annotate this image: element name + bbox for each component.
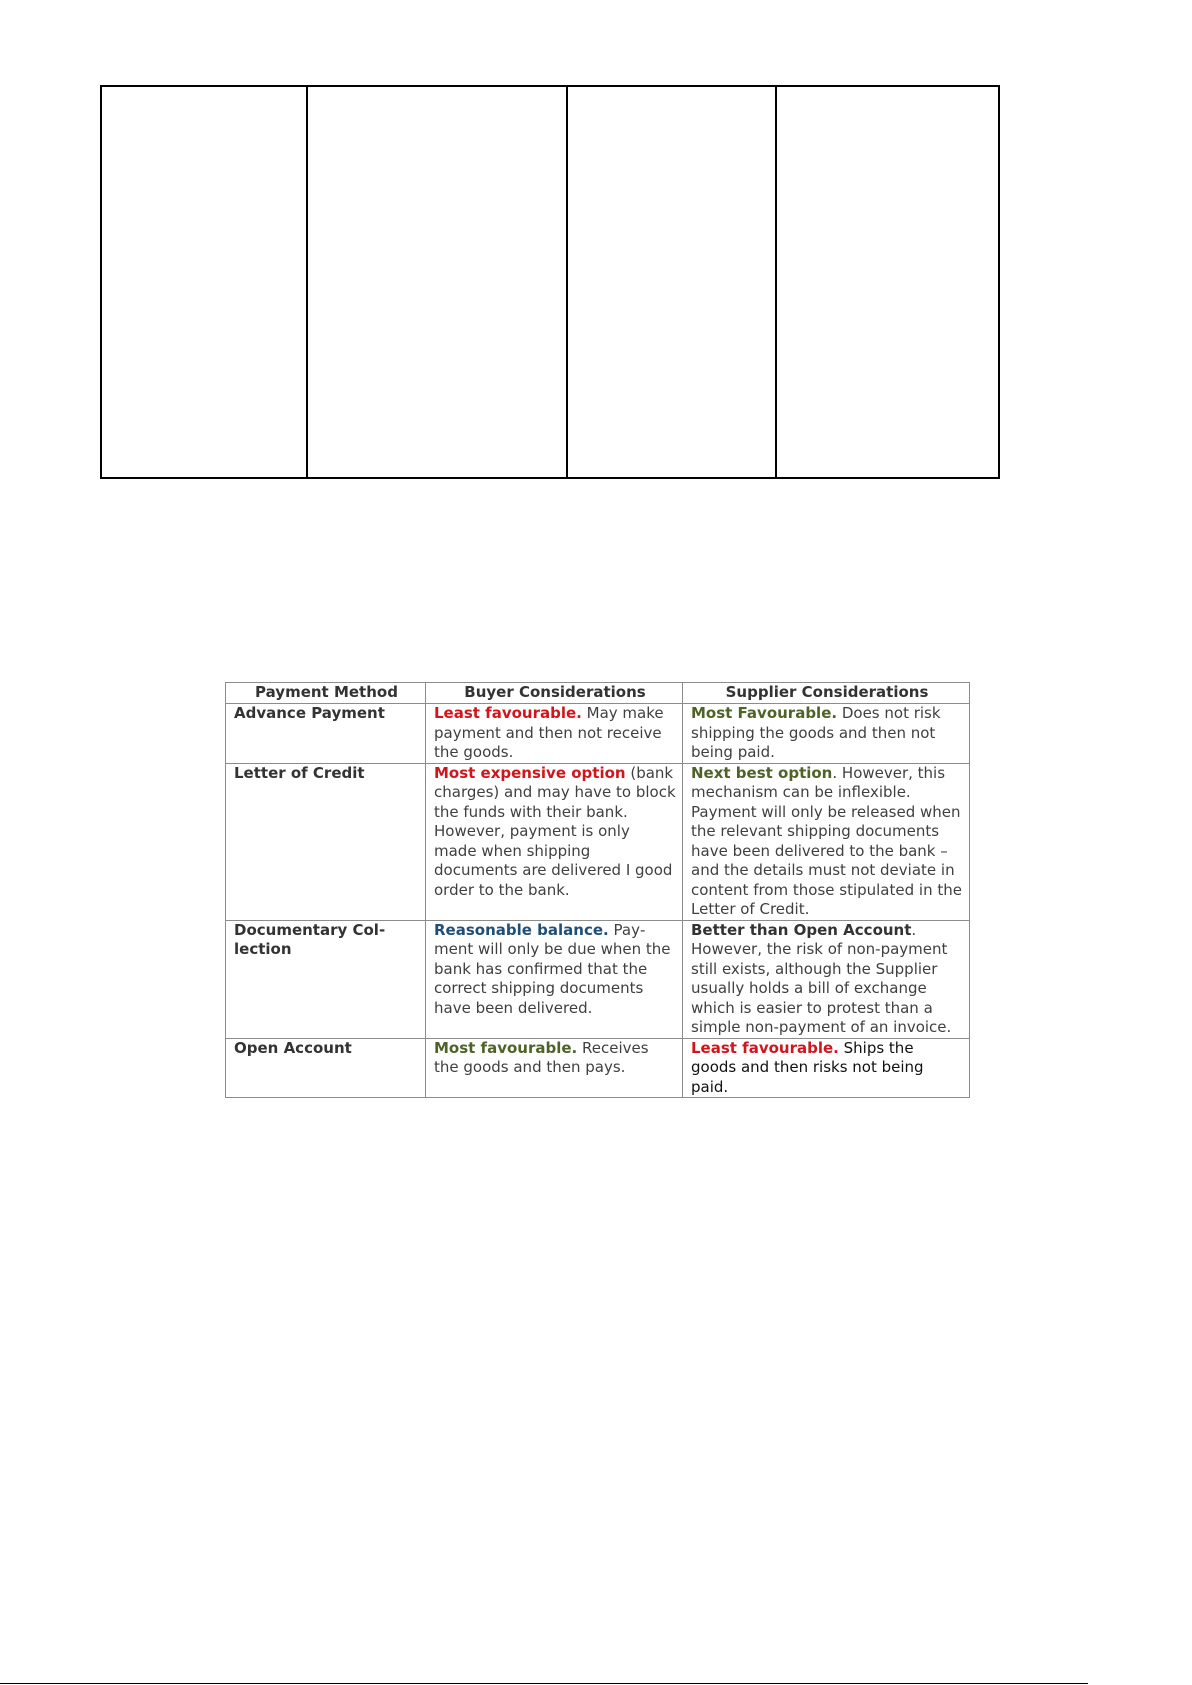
buyer-text: Receives the goods and then pays. — [434, 1038, 649, 1076]
column-divider — [566, 87, 568, 477]
buyer-cell — [426, 1038, 683, 1098]
buyer-text: May make payment and then not receive the goods. — [434, 704, 664, 761]
table-row — [226, 1038, 970, 1098]
supplier-cell — [683, 763, 970, 920]
supplier-highlight: Next best option — [691, 763, 833, 782]
column-divider — [775, 87, 777, 477]
empty-table-frame — [100, 85, 1000, 479]
supplier-highlight: Least favourable. — [691, 1038, 839, 1057]
buyer-cell — [426, 704, 683, 764]
supplier-text: . However, the risk of non-payment still exists, although the Supplier usually holds a bill of exchange which is easier to protest than a simple non-payment of an invoice. — [691, 920, 952, 1036]
table-row — [226, 920, 970, 1038]
method-cell: Documentary Collection — [226, 920, 426, 1038]
buyer-highlight: Least favourable. — [434, 704, 582, 722]
method-cell: Open Account — [226, 1038, 426, 1098]
method-cell: Letter of Credit — [226, 763, 426, 920]
supplier-cell — [683, 704, 970, 764]
buyer-highlight: Most expensive option — [434, 763, 626, 782]
supplier-highlight: Better than Open Account — [691, 920, 912, 939]
supplier-text: Ships the goods and then risks not being paid. — [691, 1038, 924, 1096]
buyer-cell — [426, 920, 683, 1038]
buyer-cell — [426, 763, 683, 920]
supplier-cell — [683, 920, 970, 1038]
supplier-cell — [683, 1038, 970, 1098]
column-divider — [306, 87, 308, 477]
buyer-text: Payment will only be due when the bank has confirmed that the correct shipping documents have been delivered. — [434, 920, 671, 1017]
buyer-text: (bank charges) and may have to block the funds with their bank. However, payment is only made when shipping documents are delivered I good order to the bank. — [434, 763, 676, 899]
footer-rule — [0, 1683, 1088, 1684]
supplier-text: . However, this mechanism can be inflexible. Payment will only be released when the relevant shipping documents have been delivered to the bank – and the details must not deviate in content from those stipulated in the Letter of Credit. — [691, 763, 962, 918]
method-cell: Advance Payment — [226, 704, 426, 764]
header-buyer-considerations: Buyer Considerations — [426, 683, 683, 704]
supplier-highlight: Most Favourable. — [691, 704, 838, 722]
table-header-row — [226, 683, 970, 704]
supplier-text: Does not risk shipping the goods and then not being paid. — [691, 704, 941, 761]
table-row — [226, 704, 970, 764]
header-payment-method: Payment Method — [226, 683, 426, 704]
buyer-highlight: Reasonable balance. — [434, 920, 609, 939]
buyer-highlight: Most favourable. — [434, 1038, 578, 1057]
payment-method-table — [225, 682, 970, 1098]
table-row — [226, 763, 970, 920]
header-supplier-considerations: Supplier Considerations — [683, 683, 970, 704]
